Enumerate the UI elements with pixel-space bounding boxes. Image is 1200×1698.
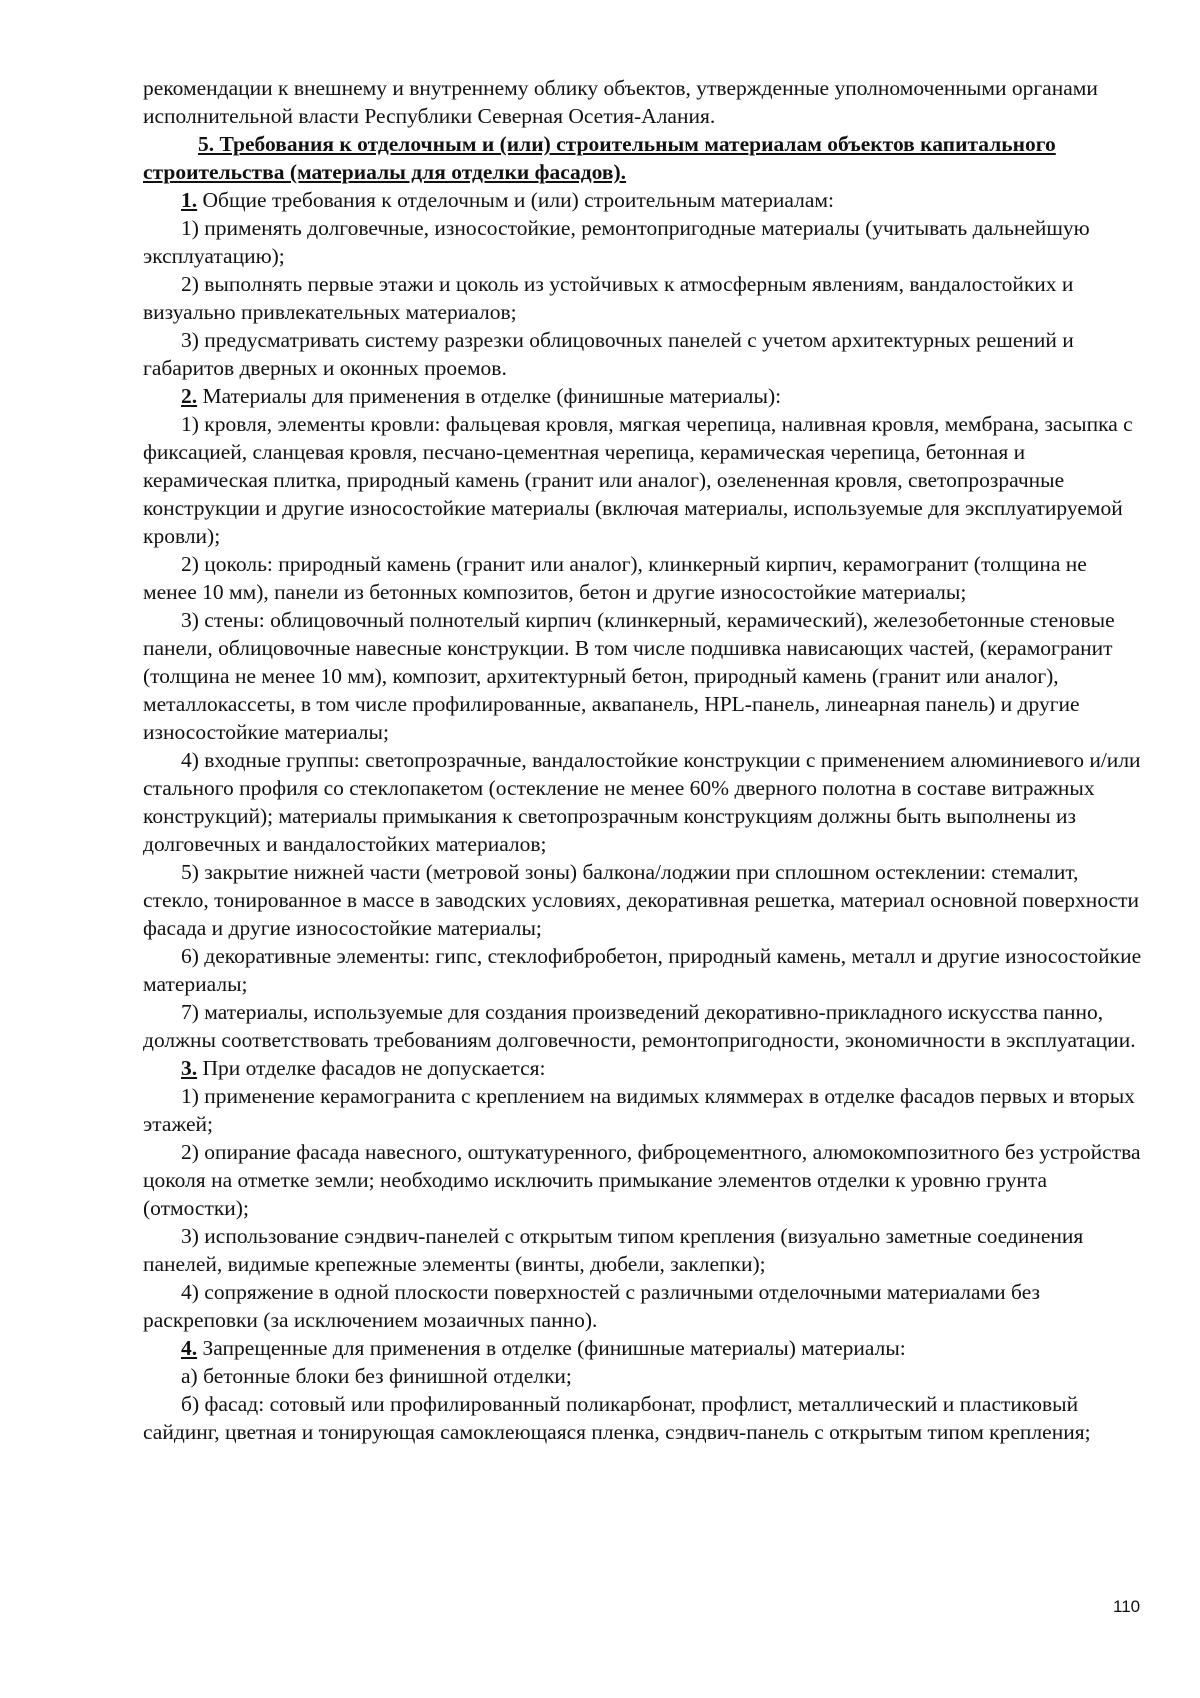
s2-item-3: 3) стены: облицовочный полнотелый кирпич (клинкерный, керамический), железобетонные стеновые панели, облицовочные навесные конструкции. В том числе подшивка нависающих частей, (керамогранит (толщина не менее 10 мм), композит, архитектурный бетон, природный камень (гранит или аналог), металлокассеты, в том числе профилированные, аквапанель, HPL-панель, линеарная панель) и другие износостойкие материалы; [143, 608, 1115, 744]
subsection-3-text: При отделке фасадов не допускается: [197, 1056, 546, 1080]
s2-item-7: 7) материалы, используемые для создания произведений декоративно-прикладного искусства панно, должны соответствовать требованиям долговечности, ремонтопригодности, экономичности в эксплуатации. [143, 1000, 1136, 1052]
subsection-2-text: Материалы для применения в отделке (финишные материалы): [197, 384, 782, 408]
s2-item-4: 4) входные группы: светопрозрачные, вандалостойкие конструкции с применением алюминиевого и/или стального профиля со стеклопакетом (остекление не менее 60% дверного полотна в составе витражных конструкций); материалы примыкания к светопрозрачным конструкциям должны быть выполнены из долговечных и вандалостойких материалов; [143, 748, 1141, 856]
s3-item-4: 4) сопряжение в одной плоскости поверхностей с различными отделочными материалами без раскреповки (за исключением мозаичных панно). [143, 1280, 1041, 1332]
subsection-4-heading [143, 1334, 1143, 1362]
s2-item-5: 5) закрытие нижней части (метровой зоны) балкона/лоджии при сплошном остеклении: стемалит, стекло, тонированное в массе в заводских условиях, декоративная решетка, материал основной поверхности фасада и другие износостойкие материалы; [143, 860, 1140, 940]
subsection-4-text: Запрещенные для применения в отделке (финишные материалы) материалы: [197, 1336, 906, 1360]
subsection-3-heading [143, 1054, 1143, 1082]
s3-item-2: 2) опирание фасада навесного, оштукатуренного, фиброцементного, алюмокомпозитного без устройства цоколя на отметке земли; необходимо исключить примыкание элементов отделки к уровню грунта (отмостки); [143, 1140, 1141, 1220]
s2-item-1: 1) кровля, элементы кровли: фальцевая кровля, мягкая черепица, наливная кровля, мембрана, засыпка с фиксацией, сланцевая кровля, песчано-цементная черепица, керамическая черепица, бетонная и керамическая плитка, природный камень (гранит или аналог), озелененная кровля, светопрозрачные конструкции и другие износостойкие материалы (включая материалы, используемые для эксплуатируемой кровли); [143, 412, 1133, 548]
section-title: 5. Требования к отделочным и (или) строительным материалам объектов капитального строительства (материалы для отделки фасадов). [143, 132, 1056, 184]
subsection-3-number: 3. [181, 1056, 198, 1080]
subsection-1-number: 1. [181, 188, 198, 212]
s1-item-1: 1) применять долговечные, износостойкие, ремонтопригодные материалы (учитывать дальнейшую эксплуатацию); [143, 216, 1090, 268]
s1-item-3: 3) предусматривать систему разрезки облицовочных панелей с учетом архитектурных решений и габаритов дверных и оконных проемов. [143, 328, 1074, 380]
subsection-1-heading [143, 186, 1143, 214]
s4-item-b: б) фасад: сотовый или профилированный поликарбонат, профлист, металлический и пластиковый сайдинг, цветная и тонирующая самоклеющаяся пленка, сэндвич-панель с открытым типом крепления; [143, 1392, 1091, 1444]
s4-item-a: а) бетонные блоки без финишной отделки; [181, 1364, 572, 1388]
page-number: 110 [1113, 1597, 1141, 1616]
s3-item-1: 1) применение керамогранита с креплением на видимых кляммерах в отделке фасадов первых и вторых этажей; [143, 1084, 1135, 1136]
s3-item-3: 3) использование сэндвич-панелей с открытым типом крепления (визуально заметные соединения панелей, видимые крепежные элементы (винты, дюбели, заклепки); [143, 1224, 1084, 1276]
subsection-1-text: Общие требования к отделочным и (или) строительным материалам: [197, 188, 834, 212]
subsection-2-number: 2. [181, 384, 198, 408]
subsection-2-heading [143, 382, 1143, 410]
s2-item-6: 6) декоративные элементы: гипс, стеклофибробетон, природный камень, металл и другие износостойкие материалы; [143, 944, 1142, 996]
document-page [143, 74, 1143, 1446]
s1-item-2: 2) выполнять первые этажи и цоколь из устойчивых к атмосферным явлениям, вандалостойких и визуально привлекательных материалов; [143, 272, 1074, 324]
subsection-4-number: 4. [181, 1336, 198, 1360]
intro-paragraph: рекомендации к внешнему и внутреннему облику объектов, утвержденные уполномоченными органами исполнительной власти Республики Северная Осетия-Алания. [143, 76, 1098, 128]
s2-item-2: 2) цоколь: природный камень (гранит или аналог), клинкерный кирпич, керамогранит (толщина не менее 10 мм), панели из бетонных композитов, бетон и другие износостойкие материалы; [143, 552, 1087, 604]
